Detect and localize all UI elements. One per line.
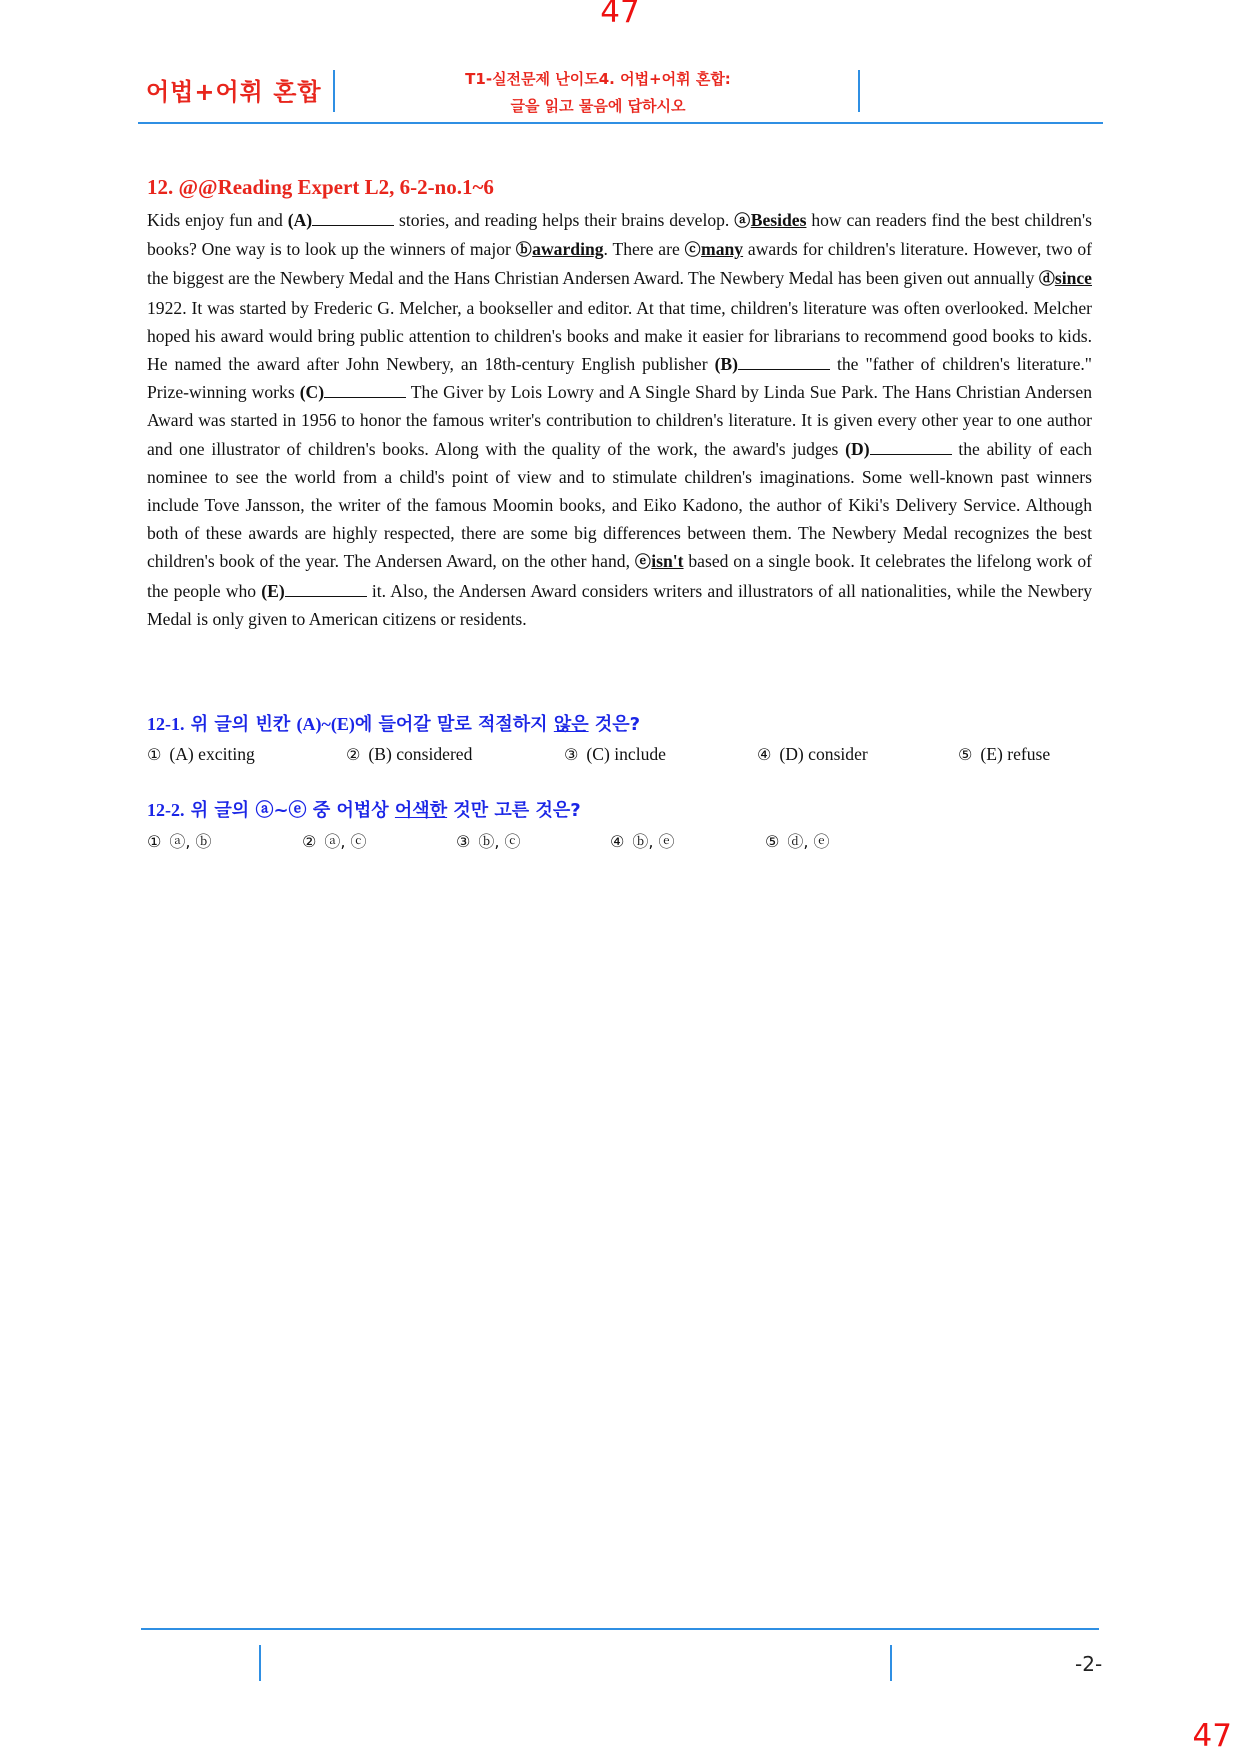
blank-label-a: (A) [287, 210, 313, 230]
sub-question-range: ⓐ~ⓔ [255, 800, 307, 821]
underlined-word-d: since [1054, 268, 1092, 289]
answer-choice-2-1[interactable] [147, 829, 220, 852]
choice-marker: ② [346, 745, 361, 764]
choice-marker: ① [147, 832, 162, 851]
choice-text: ⓐ, ⓑ [169, 832, 212, 851]
header-divider-left [333, 70, 335, 112]
underlined-word-b: awarding [532, 239, 604, 260]
underlined-word-c: many [701, 239, 744, 260]
choice-marker: ④ [610, 832, 625, 851]
header-subtitle [338, 66, 858, 120]
sub-question-1 [147, 710, 640, 736]
passage [147, 206, 1092, 633]
answer-choice-1-3[interactable] [564, 744, 666, 765]
choice-marker: ② [302, 832, 317, 851]
choice-text: (A) exciting [169, 744, 255, 764]
underlined-word-e: isn't [651, 551, 684, 572]
choice-marker: ⑤ [765, 832, 780, 851]
header-divider-right [858, 70, 860, 112]
sub-question-emphasis: 않은 [553, 714, 589, 735]
circle-mark-b: ⓑ [515, 240, 533, 260]
choice-marker: ③ [456, 832, 471, 851]
sub-question-text: 것은? [588, 714, 641, 735]
footer-page-label: -2- [1075, 1652, 1103, 1676]
choice-text: (B) considered [368, 744, 473, 764]
header-subtitle-line1: T1-실전문제 난이도4. 어법+어휘 혼합: [465, 70, 731, 88]
circle-mark-a: ⓐ [734, 211, 751, 230]
sub-question-range: (A)~(E) [296, 714, 355, 734]
passage-text: based on a single book. It celebrates the lifelong work of the people who [147, 551, 1092, 601]
blank-label-d: (D) [845, 438, 870, 459]
sub-question-text: 중 어법상 [306, 800, 395, 821]
underlined-word-a: Besides [750, 210, 807, 230]
footer-rule [141, 1628, 1099, 1630]
passage-text: . There are [603, 239, 685, 260]
answer-choice-2-5[interactable] [765, 829, 838, 852]
answer-choice-1-4[interactable] [757, 744, 868, 765]
choice-text: ⓑ, ⓔ [632, 832, 675, 851]
choice-text: (D) consider [779, 744, 868, 764]
answer-choice-2-2[interactable] [302, 829, 375, 852]
choice-text: (E) refuse [980, 744, 1051, 764]
blank-e [285, 582, 367, 597]
blank-c [324, 383, 406, 398]
passage-text: the ability of each nominee to see the world from a child's point of view and to stimulate children's imaginations. Some well-known past winners include Tove Jansson, the writer of the famous Moomin books, and Eiko Kadono, the author of Kiki's Delivery Service. Although both of these awards are highly respected, there are some big differences between them. The Newbery Medal recognizes the best children's book of the year. The Andersen Award, on the other hand, [147, 438, 1092, 572]
answer-choice-1-5[interactable] [958, 744, 1050, 765]
page-number-bottom: 47 [1192, 1718, 1232, 1754]
page-number-top: 47 [600, 0, 640, 30]
blank-label-c: (C) [299, 382, 325, 403]
sub-question-text: 에 들어갈 말로 적절하지 [354, 714, 554, 735]
choice-marker: ④ [757, 745, 772, 764]
footer-divider-right [890, 1645, 892, 1681]
circle-mark-c: ⓒ [684, 240, 702, 260]
blank-label-e: (E) [261, 580, 285, 601]
answer-choice-2-3[interactable] [456, 829, 529, 852]
choice-marker: ① [147, 745, 162, 764]
circle-mark-e: ⓔ [634, 552, 652, 572]
passage-text: 1922. It was started by Frederic G. Melcher, a bookseller and editor. At that time, children's literature was often overlooked. Melcher hoped his award would bring public attention to children's books and make it easier for librarians to recommend good books to kids. He named the award after John Newbery, an 18th-century English publisher [147, 297, 1092, 375]
passage-text: awards for children's literature. However, two of the biggest are the Newbery Medal and the Hans Christian Andersen Award. The Newbery Medal has been given out annually [147, 239, 1092, 289]
sub-question-text: 위 글의 [184, 800, 256, 821]
sub-question-text: 것만 고른 것은? [447, 800, 581, 821]
answer-choice-1-1[interactable] [147, 744, 255, 765]
header-title: 어법+어휘 혼합 [146, 78, 322, 106]
blank-b [738, 355, 830, 370]
circle-mark-d: ⓓ [1038, 269, 1055, 289]
sub-question-emphasis: 어색한 [394, 800, 448, 821]
choice-marker: ⑤ [958, 745, 973, 764]
passage-text: it. Also, the Andersen Award considers writers and illustrators of all nationalities, while the Newbery Medal is only given to American citizens or residents. [147, 580, 1092, 629]
choice-text: ⓑ, ⓒ [478, 832, 521, 851]
passage-text: Kids enjoy fun and [147, 210, 288, 230]
blank-a [312, 211, 394, 226]
sub-question-text: 위 글의 빈칸 [184, 714, 297, 735]
blank-label-b: (B) [714, 354, 739, 375]
sub-question-number: 12-2. [147, 800, 185, 820]
header-rule [138, 122, 1103, 124]
sub-question-2 [147, 796, 581, 822]
blank-d [870, 440, 952, 455]
choice-text: ⓓ, ⓔ [787, 832, 830, 851]
choice-text: ⓐ, ⓒ [324, 832, 367, 851]
passage-text: The Giver by Lois Lowry and A Single Shard by Linda Sue Park. The Hans Christian Andersen Award was started in 1956 to honor the famous writer's contribution to children's literature. It is given every other year to one author and one illustrator of children's books. Along with the quality of the work, the award's judges [147, 382, 1092, 459]
sub-question-number: 12-1. [147, 714, 185, 734]
passage-text: stories, and reading helps their brains develop. [394, 210, 735, 230]
answer-choice-2-4[interactable] [610, 829, 683, 852]
passage-text: the "father of children's literature." Prize-winning works [147, 354, 1092, 403]
question-title: 12. @@Reading Expert L2, 6-2-no.1~6 [147, 175, 494, 199]
answer-choice-1-2[interactable] [346, 744, 472, 765]
choice-marker: ③ [564, 745, 579, 764]
choice-text: (C) include [586, 744, 666, 764]
footer-divider-left [259, 1645, 261, 1681]
passage-text: how can readers find the best children's books? One way is to look up the winners of major [147, 210, 1092, 260]
header-subtitle-line2: 글을 읽고 물음에 답하시오 [510, 97, 686, 115]
